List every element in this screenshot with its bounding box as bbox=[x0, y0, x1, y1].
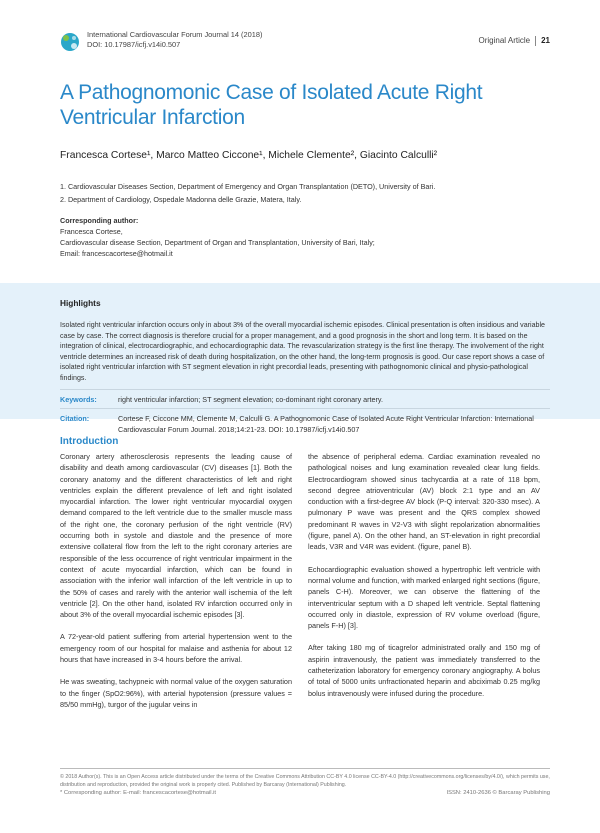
header-right bbox=[479, 36, 550, 46]
keywords-label: Keywords: bbox=[60, 395, 97, 404]
license-text: © 2018 Author(s). This is an Open Access article distributed under the terms of the Creative Commons Attribution CC-BY 4.0 license CC-BY-4.0 (http://creativecommons.org/licenses/by/4.0/), which permits use, distribution and reproduction, provided the original work is properly cited. Published by Barcaray (International) Publishing. bbox=[60, 774, 550, 788]
journal-doi: DOI: 10.17987/icfj.v14i0.507 bbox=[87, 40, 181, 49]
article-type: Original Article bbox=[478, 36, 531, 46]
journal-logo-icon bbox=[60, 32, 80, 52]
corresponding-name: Francesca Cortese, bbox=[60, 227, 123, 236]
article-title: A Pathognomonic Case of Isolated Acute Right Ventricular Infarction bbox=[60, 81, 483, 129]
citation-text: Cortese F, Ciccone MM, Clemente M, Calculli G. A Pathognomonic Case of Isolated Acute Right Ventricular Infarction: International Cardiovascular Forum Journal. 2018;14:21-23. DOI: 10.17987/icfj.v14i0.507 bbox=[118, 414, 534, 434]
journal-name: International Cardiovascular Forum Journal 14 (2018) bbox=[87, 30, 263, 39]
citation-label: Citation: bbox=[60, 414, 90, 423]
paragraph: After taking 180 mg of ticagrelor administrated orally and 150 mg of aspirin intravenously, the patient was immediately transferred to the catheterization laboratory for emergency coronary angiography. A bolus of total of 5000 units unfractionated heparin and abciximab 0.25 mg/kg bolus intravenously were infused during the procedure. bbox=[308, 643, 540, 698]
paragraph: A 72-year-old patient suffering from arterial hypertension went to the emergency room of our hospital for malaise and asthenia for about 12 hours that have increased in 3-4 hours before the arrival. bbox=[60, 632, 292, 665]
page-header bbox=[60, 30, 550, 58]
paragraph: He was sweating, tachypneic with normal value of the oxygen saturation to the finger (SpO2:96%), with arterial hypotension (pressure values = 85/50 mmHg), turgor of the jugular veins in bbox=[60, 677, 292, 709]
corresponding-author bbox=[60, 215, 550, 259]
paragraph: Echocardiographic evaluation showed a hypertrophic left ventricle with normal volume and function, with marked enlarged right sections (figure, panels C-H). Moreover, we can observe the flattening of the interventricular septum with a D shaped left ventricle. Septal flattening occurred only in diastole, expression of RV volume overload (figure, panels F-H) [3]. bbox=[308, 564, 540, 631]
highlights-text: Isolated right ventricular infarction occurs only in about 3% of the overall myocardial ischemic episodes. Clinical presentation is often insidious and variable case by case. The correct diagnosis is therefore crucial for a proper management, and a good prognosis in the short and long term. It is based on the integration of clinical, electrocardiographic, and echocardiographic data. The revascularization strategy is the first line therapy. The involvement of the right ventricle determines an increased risk of death during hospitalization, on the other hand, the long-term prognosis is good. Our case report shows a case of isolated right ventricular infarction with ST segment elevation in right precordial leads, presenting with pathognomonic clinical and physio-pathological findings. bbox=[60, 321, 545, 382]
affiliation-2: 2. Department of Cardiology, Ospedale Madonna delle Grazie, Matera, Italy. bbox=[60, 194, 302, 204]
journal-info bbox=[87, 30, 262, 50]
author-list: Francesca Cortese¹, Marco Matteo Ciccone¹, Michele Clemente², Giacinto Calculli² bbox=[60, 150, 438, 161]
body-column-right bbox=[308, 451, 540, 710]
affiliation-1: 1. Cardiovascular Diseases Section, Department of Emergency and Organ Transplantation (DETO), University of Bari. bbox=[60, 182, 436, 191]
issn: ISSN: 2410-2636 © Barcaray Publishing bbox=[446, 790, 550, 796]
paragraph: the absence of peripheral edema. Cardiac examination revealed no pathological noises and lung examination revealed clear lung fields. Electrocardiogram showed sinus tachycardia at a rate of 118 bpm, second degree atrioventricular (AV) block 2:1 type and an AV conduction with a first-degree AV block (P-Q interval: 320-330 msec). A pulmonary P wave was present and the QRS complex showed predominant R waves in V2-V3 with slight repolarization abnormalities (figure, panel A). On the other hand, an ST-elevation in right precordial leads, V3R and V4R was evident. (figure, panel B). bbox=[308, 452, 540, 552]
corresponding-dept: Cardiovascular disease Section, Department of Organ and Transplantation, University of Bari, Italy; bbox=[60, 238, 375, 247]
affiliations bbox=[60, 181, 550, 206]
corresponding-label: Corresponding author: bbox=[60, 216, 139, 225]
divider bbox=[60, 389, 550, 390]
body-column-left bbox=[60, 451, 292, 721]
corresponding-email[interactable]: Email: francescacortese@hotmail.it bbox=[60, 249, 173, 258]
footer-bottom bbox=[60, 790, 550, 796]
highlights-heading: Highlights bbox=[60, 298, 101, 308]
page-number: 21 bbox=[541, 36, 550, 46]
footer-divider bbox=[60, 768, 550, 769]
footer-corresponding: * Corresponding author: E-mail: francescacortese@hotmail.it bbox=[60, 790, 217, 796]
keywords-text: right ventricular infarction; ST segment elevation; co-dominant right coronary artery. bbox=[118, 395, 383, 404]
divider bbox=[60, 408, 550, 409]
paragraph: Coronary artery atherosclerosis represents the leading cause of disability and death among cardiovascular (CV) diseases [1]. Both the coronary anatomy and the different characteristics of left and right ventricles explain the different prevalence of left and right isolated myocardial infarction. The lower right ventricular myocardial oxygen demand compared to the left ventricle due to the smaller muscle mass of the right one, the coronary perfusion of the right ventricle (RV) occurring both in systole and diastole and the presence of more extensive collateral flow from the left to the right coronary arteries are responsible of the less occurrence of right ventricular impairment in the context of acute myocardial infarction, which can be found in association with the inferior wall infarction of the left ventricle in up to the 50% of cases and rarely with the anterior wall ischemia of the left ventricle [2]. On the other hand, isolated RV infarction occurred only in about 3% of the overall myocardial ischemic episodes [3]. bbox=[60, 452, 292, 620]
introduction-heading: Introduction bbox=[60, 436, 119, 447]
